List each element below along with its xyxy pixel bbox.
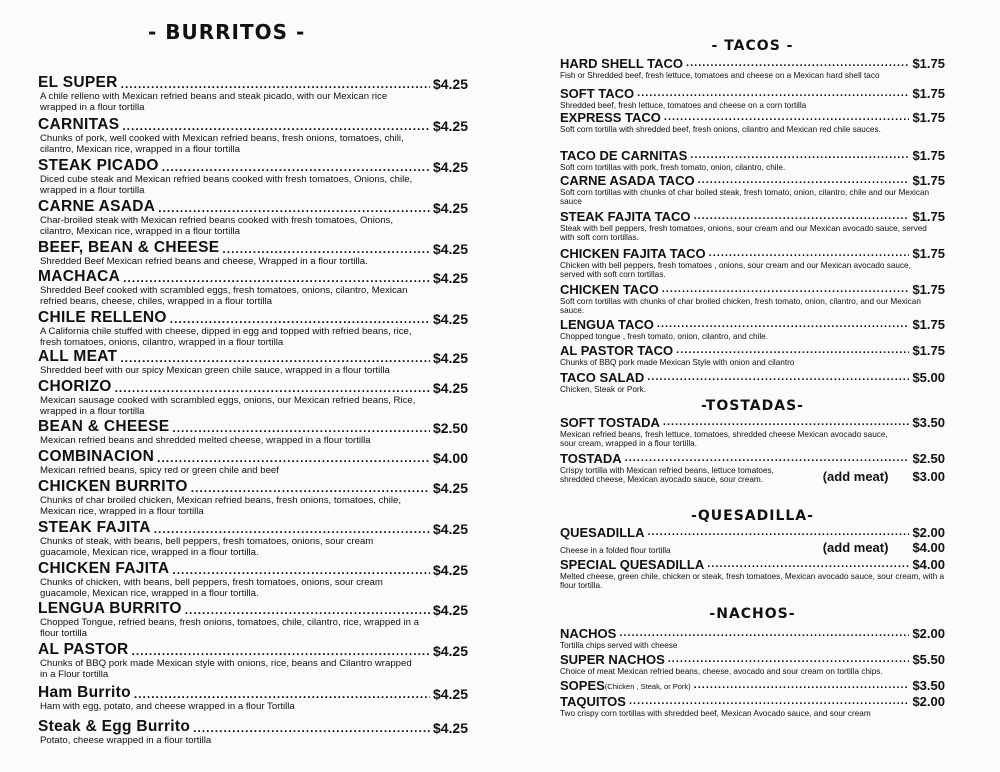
item-description: Fish or Shredded beef, fresh lettuce, tomatoes and cheese on a Mexican hard shell taco	[560, 71, 880, 80]
tostadas-title: -TOSTADAS-	[701, 398, 804, 414]
item-name: EL SUPER	[38, 74, 118, 91]
item-description: Chunks of steak, with beans, bell peppers, fresh tomatoes, onions, sour cream guacamole, Mexican rice, wrapped in a flour tortilla.	[40, 536, 374, 558]
dot-leader	[663, 417, 910, 428]
tacos-title: - TACOS -	[711, 38, 794, 54]
item-description: Melted cheese, green chile, chicken or steak, fresh tomatoes, Mexican avocado sauce, sour cream, with a flour tortilla.	[560, 572, 945, 591]
tacos-item	[560, 86, 945, 110]
item-price: $1.75	[912, 148, 945, 163]
item-name: ALL MEAT	[38, 348, 118, 365]
dot-leader	[707, 559, 909, 570]
dot-leader	[132, 645, 430, 657]
item-price: $1.75	[912, 173, 945, 188]
item-price: $1.75	[912, 56, 945, 71]
item-name: TACO DE CARNITAS	[560, 148, 688, 163]
item-description: Soft corn tortillas with pork, fresh tomato, onion, cilantro, chile.	[560, 163, 786, 172]
item-description: Mexican refried beans and shredded melted cheese, wrapped in a flour tortilla	[40, 435, 371, 446]
nachos-item	[560, 626, 945, 650]
item-name: BEAN & CHEESE	[38, 418, 170, 435]
dot-leader	[657, 319, 910, 330]
burritos-item	[38, 239, 468, 268]
item-price: $4.25	[432, 270, 468, 286]
item-description: Soft corn tortillas with chunks of char broiled chicken, fresh tomato, onion, cilantro, and our Mexican sauce.	[560, 297, 921, 316]
item-name: Ham Burrito	[38, 684, 131, 701]
quesadilla-item	[560, 525, 945, 555]
dot-leader	[170, 313, 430, 325]
burritos-item	[38, 519, 468, 558]
item-name: LENGUA TACO	[560, 317, 654, 332]
item-price: $2.50	[432, 420, 468, 436]
dot-leader	[686, 58, 909, 69]
item-description: Mexican refried beans, fresh lettuce, tomatoes, shredded cheese Mexican avocado sauce, sour cream, wrapped in a flour tortilla.	[560, 430, 888, 449]
dot-leader	[134, 688, 430, 700]
burritos-item	[38, 684, 468, 713]
dot-leader	[193, 722, 430, 734]
item-name: BEEF, BEAN & CHEESE	[38, 239, 220, 256]
item-name: CHORIZO	[38, 378, 112, 395]
tostadas-item	[560, 451, 945, 484]
burritos-item	[38, 157, 468, 196]
item-description: Chopped Tongue, refried beans, fresh onions, tomatoes, chile, cilantro, rice, wrapped in a flour tortilla	[40, 617, 419, 639]
dot-leader	[647, 372, 909, 383]
dot-leader	[709, 248, 910, 259]
item-description: A chile relleno with Mexican refried beans and steak picado, with our Mexican rice wrapped in a flour tortilla	[40, 91, 388, 113]
tacos-item	[560, 370, 945, 394]
dot-leader	[191, 482, 430, 494]
item-name: CHICKEN TACO	[560, 282, 659, 297]
burritos-item	[38, 418, 468, 447]
item-price: $1.75	[912, 110, 945, 125]
burritos-item	[38, 448, 468, 477]
item-description: Choice of meat Mexican refried beans, cheese, avocado and sour cream on tortilla chips.	[560, 667, 883, 676]
dot-leader	[172, 422, 430, 434]
item-description: Chunks of chicken, with beans, bell peppers, fresh tomatoes, onions, sour cream guacamole, Mexican rice, wrapped in a flour tortilla.	[40, 577, 383, 599]
item-description: Ham with egg, potato, and cheese wrapped in a flour Tortilla	[40, 701, 295, 712]
item-price: $4.25	[432, 643, 468, 659]
tacos-item	[560, 282, 945, 315]
add-meat-label: (add meat)	[822, 540, 889, 555]
dot-leader	[664, 112, 910, 123]
item-description: Chunks of BBQ pork made Mexican Style with onion and cilantro	[560, 358, 795, 367]
item-price: $2.00	[912, 525, 945, 540]
burritos-item	[38, 718, 468, 747]
burritos-item	[38, 309, 468, 348]
burritos-item	[38, 116, 468, 155]
item-description: Mexican refried beans, spicy red or green chile and beef	[40, 465, 279, 476]
item-name: CHICKEN FAJITA TACO	[560, 246, 706, 261]
item-name: CHICKEN FAJITA	[38, 560, 170, 577]
item-name: QUESADILLA	[560, 525, 645, 540]
item-name: MACHACA	[38, 268, 121, 285]
item-description: Chunks of char broiled chicken, Mexican refried beans, fresh onions, tomatoes, chile, Mexican rice, wrapped in a flour tortilla	[40, 495, 402, 517]
item-price: $4.25	[432, 521, 468, 537]
item-description: Two crispy corn tortillas with shredded beef, Mexican Avocado sauce, and sour cream	[560, 709, 871, 718]
item-price: $1.75	[912, 246, 945, 261]
item-description: Mexican sausage cooked with scrambled eggs, onions, our Mexican refried beans, Rice, wrapped in a flour tortilla	[40, 395, 416, 417]
nachos-item	[560, 694, 945, 718]
item-price: $4.25	[432, 562, 468, 578]
dot-leader	[698, 175, 910, 186]
item-price: $4.25	[432, 76, 468, 92]
tacos-item	[560, 56, 945, 80]
item-name: CHILE RELLENO	[38, 309, 167, 326]
item-price: $4.25	[432, 311, 468, 327]
item-name: SUPER NACHOS	[560, 652, 665, 667]
item-description: Crispy tortilla with Mexican refried beans, lettuce tomatoes, shredded cheese, Mexican avocado sauce, sour cream.	[560, 466, 774, 485]
dot-leader	[122, 120, 430, 132]
add-meat-price: $3.00	[912, 469, 945, 485]
dot-leader	[222, 243, 430, 255]
item-price: $1.75	[912, 86, 945, 101]
nachos-item	[560, 678, 945, 693]
item-name: STEAK PICADO	[38, 157, 159, 174]
item-description: Chopped tongue , fresh tomato, onion, cilantro, and chile.	[560, 332, 769, 341]
item-name: CHICKEN BURRITO	[38, 478, 188, 495]
item-name: CARNE ASADA	[38, 198, 156, 215]
item-description: Shredded Beef Mexican refried beans and cheese, Wrapped in a flour tortilla.	[40, 256, 368, 267]
item-price: $1.75	[912, 209, 945, 224]
burritos-item	[38, 641, 468, 680]
item-price: $4.25	[432, 200, 468, 216]
item-price: $2.50	[912, 451, 945, 466]
tacos-item	[560, 343, 945, 367]
item-description: A California chile stuffed with cheese, dipped in egg and topped with refried beans, rice, fresh tomatoes, onions, cilantro, wrapped in a flour tortilla	[40, 326, 412, 348]
item-price: $5.00	[912, 370, 945, 385]
item-name: Steak & Egg Burrito	[38, 718, 191, 735]
item-price: $5.50	[912, 652, 945, 667]
dot-leader	[121, 78, 430, 90]
item-price: $4.25	[432, 350, 468, 366]
item-description: Soft corn tortillas with chunks of char boiled steak, fresh tomato, onion, cilantro, chile and our Mexican sauce	[560, 188, 930, 207]
burritos-item	[38, 560, 468, 599]
tostadas-item	[560, 415, 945, 448]
tacos-item	[560, 148, 945, 172]
item-name: STEAK FAJITA	[38, 519, 151, 536]
quesadilla-title: -QUESADILLA-	[691, 508, 814, 524]
tacos-item	[560, 209, 945, 242]
item-name: EXPRESS TACO	[560, 110, 661, 125]
item-price: $2.00	[912, 694, 945, 709]
dot-leader	[123, 272, 430, 284]
dot-leader	[629, 696, 909, 707]
item-description: Potato, cheese wrapped in a flour tortilla	[40, 735, 212, 746]
dot-leader	[120, 352, 430, 364]
item-name: CARNITAS	[38, 116, 120, 133]
add-meat-label: (add meat)	[822, 469, 889, 485]
item-price: $4.25	[432, 159, 468, 175]
dot-leader	[185, 604, 430, 616]
item-description: Shredded Beef cooked with scrambled eggs, fresh tomatoes, onions, cilantro, Mexican refried beans, cheese, chiles, wrapped in a flour tortilla	[40, 285, 408, 307]
item-price: $4.25	[432, 686, 468, 702]
item-name: STEAK FAJITA TACO	[560, 209, 691, 224]
dot-leader	[676, 345, 909, 356]
item-name: TOSTADA	[560, 451, 622, 466]
item-description: Diced cube steak and Mexican refried beans cooked with fresh tomatoes, Onions, chile, wrapped in a flour tortilla	[40, 174, 413, 196]
item-price: $1.75	[912, 317, 945, 332]
quesadilla-item	[560, 557, 945, 590]
dot-leader	[694, 680, 910, 691]
item-price: $4.00	[912, 557, 945, 572]
dot-leader	[619, 628, 909, 639]
item-price: $1.75	[912, 282, 945, 297]
item-name: SOFT TOSTADA	[560, 415, 660, 430]
dot-leader	[637, 88, 909, 99]
item-description: Soft corn tortilla with shredded beef, fresh onions, cilantro and Mexican red chile sauces.	[560, 125, 881, 134]
burritos-item	[38, 198, 468, 237]
dot-leader	[662, 284, 910, 295]
item-price: $4.25	[432, 118, 468, 134]
dot-leader	[690, 150, 909, 161]
item-price: $4.25	[432, 602, 468, 618]
dot-leader	[172, 564, 430, 576]
item-price: $4.25	[432, 480, 468, 496]
item-name: CARNE ASADA TACO	[560, 173, 695, 188]
nachos-item	[560, 652, 945, 676]
item-price: $4.00	[432, 450, 468, 466]
item-price: $4.25	[432, 720, 468, 736]
item-description: Chicken with bell peppers, fresh tomatoes , onions, sour cream and our Mexican avocado sauce, served with soft corn tortillas.	[560, 261, 911, 280]
item-price: $4.25	[432, 241, 468, 257]
dot-leader	[157, 452, 430, 464]
item-price: $4.25	[432, 380, 468, 396]
item-description: Shredded beef, fresh lettuce, tomatoes and cheese on a corn tortilla	[560, 101, 807, 110]
item-price: $2.00	[912, 626, 945, 641]
dot-leader	[154, 523, 430, 535]
burritos-item	[38, 348, 468, 377]
item-name: NACHOS	[560, 626, 617, 641]
item-description: Steak with bell peppers, fresh tomatoes, onions, sour cream and our Mexican avocado sauce, served with soft corn tortillas.	[560, 224, 927, 243]
item-name: SOFT TACO	[560, 86, 635, 101]
item-name: LENGUA BURRITO	[38, 600, 182, 617]
burritos-item	[38, 478, 468, 517]
add-meat-price: $4.00	[912, 540, 945, 555]
dot-leader	[625, 453, 910, 464]
dot-leader	[115, 382, 430, 394]
burritos-title: - BURRITOS -	[148, 20, 306, 44]
nachos-title: -NACHOS-	[709, 606, 796, 622]
dot-leader	[162, 161, 430, 173]
item-name: HARD SHELL TACO	[560, 56, 684, 71]
item-name: SOPES	[560, 678, 605, 693]
burritos-item	[38, 378, 468, 417]
dot-leader	[648, 527, 910, 538]
item-description: Chunks of BBQ pork made Mexican style with onions, rice, beans and Cilantro wrapped in a Flour tortilla	[40, 658, 412, 680]
item-name: AL PASTOR TACO	[560, 343, 674, 358]
burritos-item	[38, 600, 468, 639]
item-description: Shredded beef with our spicy Mexican green chile sauce, wrapped in a flour tortilla	[40, 365, 390, 376]
tacos-item	[560, 317, 945, 341]
item-name: SPECIAL QUESADILLA	[560, 557, 705, 572]
item-price: $1.75	[912, 343, 945, 358]
item-name: TACO SALAD	[560, 370, 645, 385]
item-name-note: (Chicken , Steak, or Pork)	[604, 681, 691, 691]
dot-leader	[693, 211, 909, 222]
tacos-item	[560, 173, 945, 206]
item-price: $3.50	[912, 678, 945, 693]
item-description: Chunks of pork, well cooked with Mexican refried beans, fresh onions, tomatoes, chili, cilantro, Mexican rice, wrapped in a flour tortilla	[40, 133, 404, 155]
item-name: TAQUITOS	[560, 694, 626, 709]
item-description: Chicken, Steak or Pork.	[560, 385, 647, 394]
burritos-item	[38, 268, 468, 307]
dot-leader	[158, 202, 430, 214]
item-description: Cheese in a folded flour tortilla	[560, 545, 671, 555]
burritos-item	[38, 74, 468, 113]
tacos-item	[560, 246, 945, 279]
item-description: Char-broiled steak with Mexican refried beans cooked with fresh tomatoes, Onions, cilantro, Mexican rice, wrapped in a flour tortilla	[40, 215, 394, 237]
item-name: COMBINACION	[38, 448, 155, 465]
dot-leader	[668, 654, 910, 665]
item-name: AL PASTOR	[38, 641, 129, 658]
tacos-item	[560, 110, 945, 134]
item-price: $3.50	[912, 415, 945, 430]
item-description: Tortilla chips served with cheese	[560, 641, 678, 650]
